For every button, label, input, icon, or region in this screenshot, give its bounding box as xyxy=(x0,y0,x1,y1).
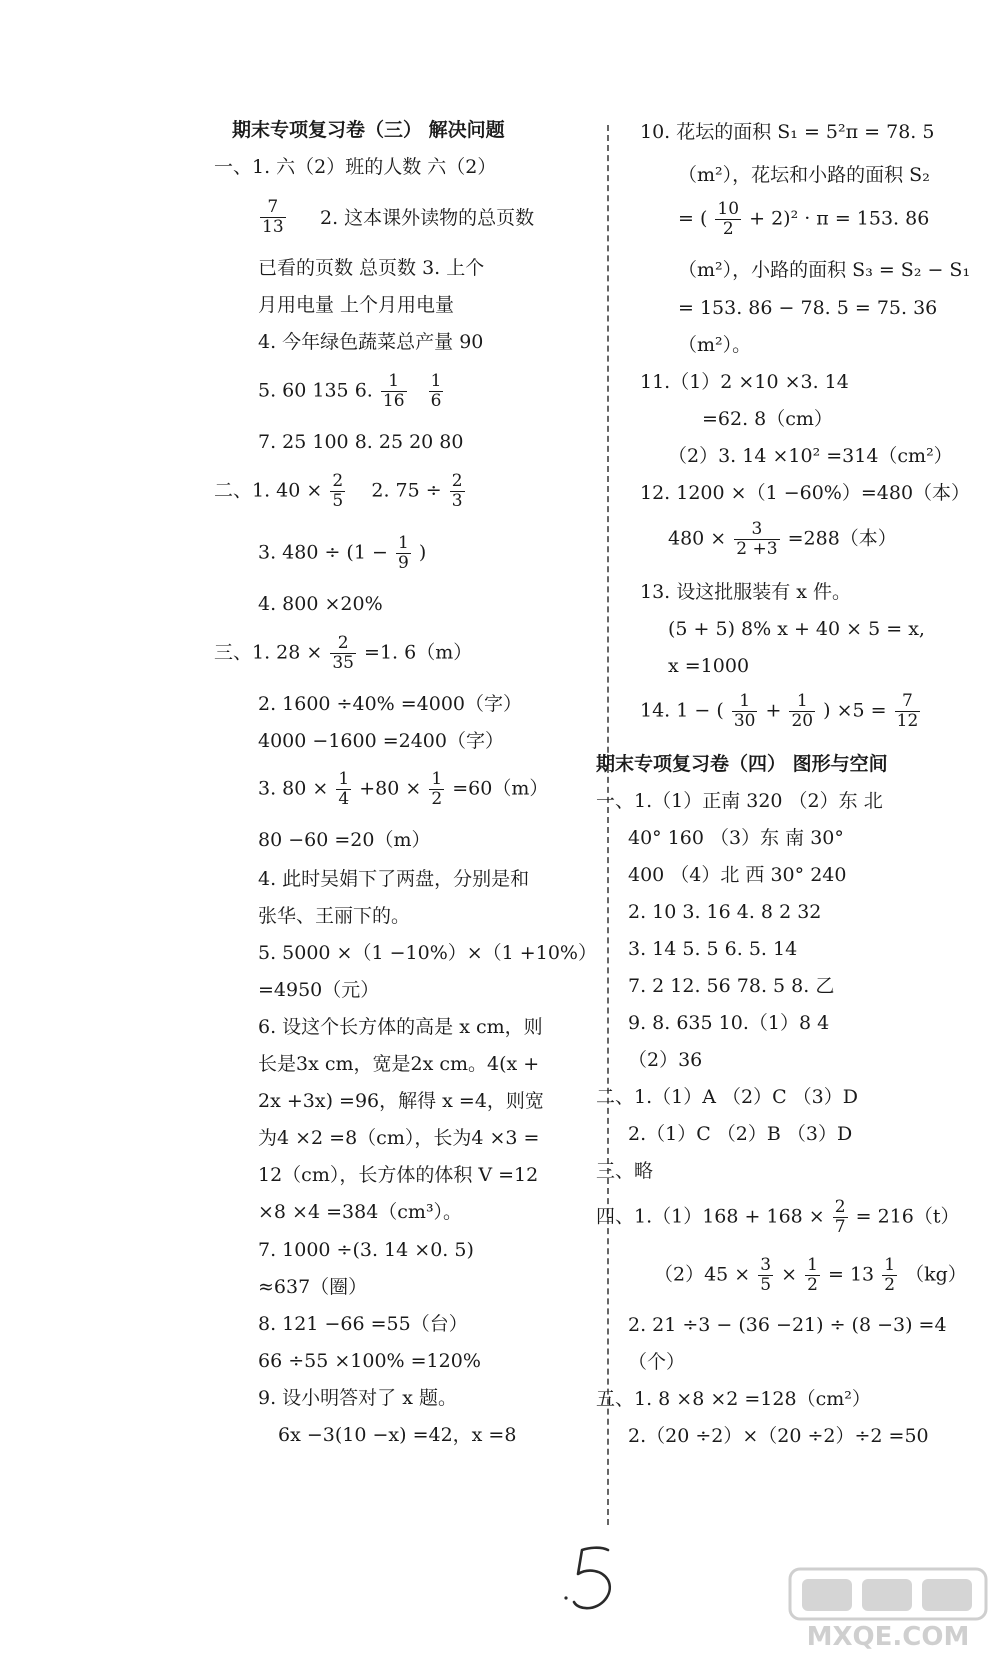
section-title-3: 期末专项复习卷（三） 解决问题 xyxy=(232,119,505,141)
fraction: $\frac{1}{20}$ xyxy=(791,691,814,731)
answer-line: 2x +3x) =96，解得 x =4，则宽 xyxy=(258,1090,544,1112)
fraction: $\frac{3}{5}$ xyxy=(760,1255,772,1295)
answer-line: 2. 21 ÷3 − (36 −21) ÷ (8 −3) =4 xyxy=(628,1314,947,1336)
fraction: $\frac{1}{4}$ xyxy=(338,769,350,809)
answer-line: （2）36 xyxy=(628,1049,703,1071)
page-number xyxy=(560,1540,630,1620)
answer-line: 三、略 xyxy=(596,1160,654,1182)
fraction: $\frac{1}{2}$ xyxy=(807,1255,818,1295)
answer-line: 五、1. 8 ×8 ×2 =128（cm²） xyxy=(596,1388,871,1410)
answer-line: 二、1. 40 × $\frac{2}{5}$ 2. 75 ÷ $\frac{2}{3}$ xyxy=(214,471,463,511)
answer-line: 6. 设这个长方体的高是 x cm，则 xyxy=(258,1016,543,1038)
answer-line: （m²），小路的面积 S₃ = S₂ − S₁ xyxy=(678,259,971,281)
fraction: $\frac{1}{30}$ xyxy=(733,691,756,731)
fraction: $\frac{1}{16}$ xyxy=(382,371,405,411)
answer-line: 10. 花坛的面积 S₁ = 5²π = 78. 5 xyxy=(640,121,935,143)
answer-line: 二、1.（1）A （2）C （3）D xyxy=(596,1086,858,1108)
answer-line: = 153. 86 − 78. 5 = 75. 36 xyxy=(678,297,938,319)
column-divider xyxy=(607,125,609,1525)
answer-line: 9. 设小明答对了 x 题。 xyxy=(258,1387,457,1409)
answer-line: 12. 1200 ×（1 −60%）=480（本） xyxy=(640,482,971,504)
answer-line: 4. 今年绿色蔬菜总产量 90 xyxy=(258,331,484,353)
answer-line: 5. 60 135 6. $\frac{1}{16}$ $\frac{1}{6}$ xyxy=(258,371,442,411)
answer-line: 14. 1 − ( $\frac{1}{30}$ + $\frac{1}{20}$ ) ×5 = $\frac{7}{12}$ xyxy=(640,691,919,731)
fraction: $\frac{7}{12}$ xyxy=(896,691,919,731)
answer-line: 2.（20 ÷2）×（20 ÷2）÷2 =50 xyxy=(628,1425,929,1447)
fraction: $\frac{2}{5}$ xyxy=(332,471,344,511)
answer-line: 2. 10 3. 16 4. 8 2 32 xyxy=(628,901,822,923)
answer-line: 6x −3(10 −x) =42，x =8 xyxy=(278,1424,517,1446)
watermark-logo xyxy=(780,1565,995,1653)
answer-line: 2. 1600 ÷40% =4000（字） xyxy=(258,693,523,715)
answer-line: ×8 ×4 =384（cm³）。 xyxy=(258,1201,463,1223)
answer-line: 40° 160 （3）东 南 30° xyxy=(628,827,844,849)
fraction: $\frac{3}{2 +3}$ xyxy=(736,519,778,559)
fraction: $\frac{2}{35}$ xyxy=(332,633,354,673)
answer-line: 为4 ×2 =8（cm），长为4 ×3 = xyxy=(258,1127,540,1149)
answer-line: 13. 设这批服装有 x 件。 xyxy=(640,581,852,603)
answer-line: =62. 8（cm） xyxy=(702,408,833,430)
fraction: $\frac{10}{2}$ xyxy=(717,199,740,239)
answer-line: 7. 2 12. 56 78. 5 8. 乙 xyxy=(628,975,835,997)
answer-line: 480 × $\frac{3}{2 +3}$ =288（本） xyxy=(668,519,897,559)
answer-line: 四、1.（1）168 + 168 × $\frac{2}{7}$ = 216（t） xyxy=(596,1197,960,1237)
answer-line: 9. 8. 635 10.（1）8 4 xyxy=(628,1012,830,1034)
answer-line: 66 ÷55 ×100% =120% xyxy=(258,1350,481,1372)
answer-line xyxy=(258,198,288,237)
answer-line: 4. 800 ×20% xyxy=(258,593,383,615)
section-title-4: 期末专项复习卷（四） 图形与空间 xyxy=(596,753,888,775)
answer-line: 一、1.（1）正南 320 （2）东 北 xyxy=(596,790,883,812)
answer-line: 已看的页数 总页数 3. 上个 xyxy=(258,257,485,279)
answer-line: 80 −60 =20（m） xyxy=(258,829,431,851)
answer-line: x =1000 xyxy=(668,655,750,677)
answer-line: （m²）。 xyxy=(678,334,752,356)
answer-line: （2）45 × $\frac{3}{5}$ × $\frac{1}{2}$ = 13 $\frac{1}{2}$ （kg） xyxy=(654,1255,967,1295)
fraction: $\frac{7}{13}$ xyxy=(262,197,284,237)
answer-line: 月用电量 上个月用电量 xyxy=(258,294,455,316)
answer-line: 三、1. 28 × $\frac{2}{35}$ =1. 6（m） xyxy=(214,633,473,673)
answer-line: 一、1. 六（2）班的人数 六（2） xyxy=(214,156,497,178)
answer-line: （m²），花坛和小路的面积 S₂ xyxy=(678,164,930,186)
answer-line: 4000 −1600 =2400（字） xyxy=(258,730,504,752)
svg-text:MXQE.COM: MXQE.COM xyxy=(806,1622,970,1652)
fraction: $\frac{1}{2}$ xyxy=(431,769,443,809)
answer-line: 5. 5000 ×（1 −10%）×（1 +10%） xyxy=(258,942,597,964)
answer-line: 400 （4）北 西 30° 240 xyxy=(628,864,847,886)
answer-line: 张华、王丽下的。 xyxy=(258,905,411,927)
answer-line: （2）3. 14 ×10² =314（cm²） xyxy=(668,445,953,467)
answer-line: （个） xyxy=(628,1351,686,1373)
fraction: $\frac{1}{2}$ xyxy=(884,1255,896,1295)
answer-line: ≈637（圈） xyxy=(258,1276,368,1298)
fraction: $\frac{1}{6}$ xyxy=(430,371,442,411)
fraction: $\frac{2}{7}$ xyxy=(834,1197,846,1237)
fraction: $\frac{2}{3}$ xyxy=(451,471,463,511)
answer-line: 8. 121 −66 =55（台） xyxy=(258,1313,468,1335)
answer-line: 11.（1）2 ×10 ×3. 14 xyxy=(640,371,849,393)
answer-line: 7. 1000 ÷(3. 14 ×0. 5) xyxy=(258,1239,474,1261)
fraction: $\frac{1}{9}$ xyxy=(397,533,409,573)
answer-line: = ( $\frac{10}{2}$ + 2)² · π = 153. 86 xyxy=(678,199,930,239)
answer-line: 7. 25 100 8. 25 20 80 xyxy=(258,431,464,453)
answer-line: 3. 80 × $\frac{1}{4}$ +80 × $\frac{1}{2}$ =60（m） xyxy=(258,769,549,809)
answer-line: 3. 14 5. 5 6. 5. 14 xyxy=(628,938,798,960)
answer-line: 2.（1）C （2）B （3）D xyxy=(628,1123,853,1145)
answer-line: 4. 此时吴娟下了两盘，分别是和 xyxy=(258,868,530,890)
answer-line: 长是3x cm，宽是2x cm。4(x + xyxy=(258,1053,540,1075)
answer-line: =4950（元） xyxy=(258,979,380,1001)
answer-line: (5 + 5) 8% x + 40 × 5 = x, xyxy=(668,618,925,640)
answer-line: 2. 这本课外读物的总页数 xyxy=(320,207,535,229)
answer-line: 12（cm），长方体的体积 V =12 xyxy=(258,1164,539,1186)
answer-line: 3. 480 ÷ (1 − $\frac{1}{9}$ ) xyxy=(258,533,427,573)
